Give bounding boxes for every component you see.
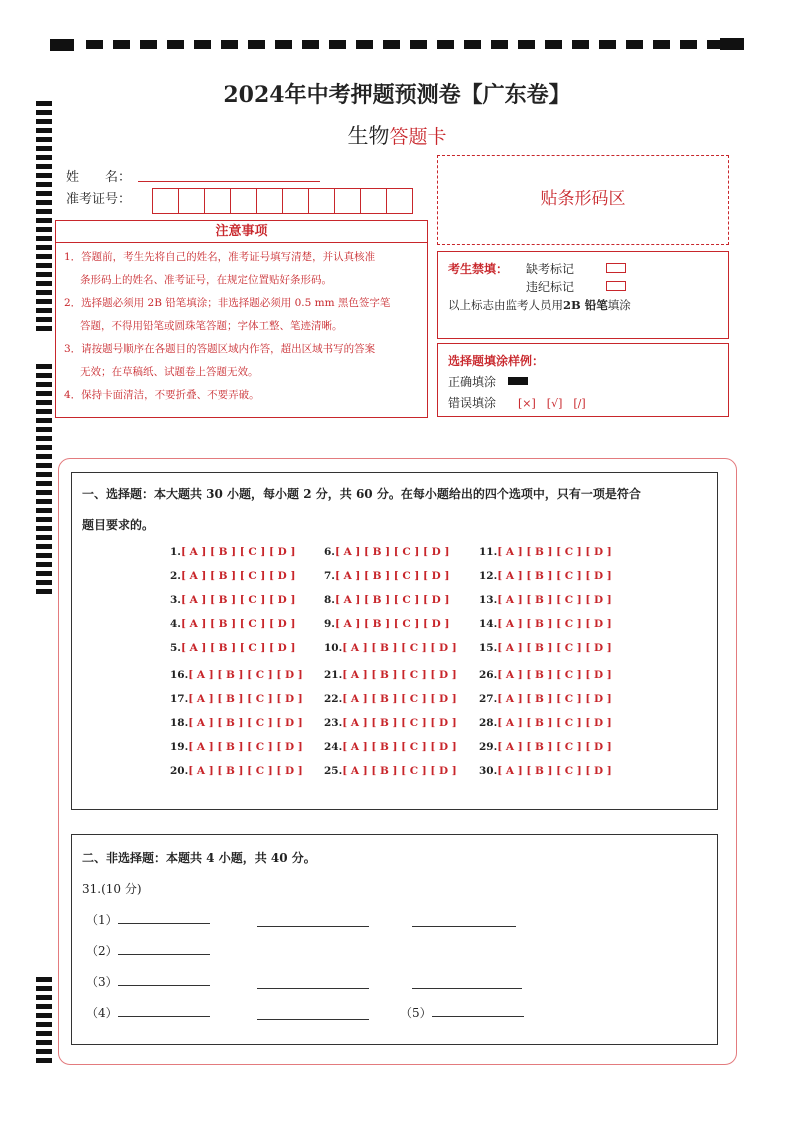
answer-options[interactable]: [ A ] [ B ] [ C ] [ D ] [497, 717, 612, 729]
answer-options[interactable]: [ A ] [ B ] [ C ] [ D ] [497, 642, 612, 654]
timing-mark [194, 40, 211, 49]
timing-mark [36, 326, 52, 331]
mc-question[interactable] [324, 765, 457, 777]
question-number: 4. [170, 618, 181, 630]
timing-mark [599, 40, 616, 49]
notice-line: 4．保持卡面清洁，不要折叠、不要弄破。 [64, 389, 260, 401]
timing-mark [626, 40, 643, 49]
timing-mark [36, 1004, 52, 1009]
fill-example-title: 选择题填涂样例： [448, 354, 545, 368]
timing-mark [36, 535, 52, 540]
answer-options[interactable]: [ A ] [ B ] [ C ] [ D ] [180, 618, 296, 630]
answer-line[interactable] [118, 1004, 210, 1017]
mc-question[interactable] [324, 546, 449, 558]
notice-line: 2．选择题必须用 2B 铅笔填涂；非选择题必须用 0.5 mm 黑色签字笔 [64, 297, 391, 309]
mc-question[interactable] [479, 642, 612, 654]
answer-line[interactable] [432, 1004, 524, 1017]
prohibit-label: 考生禁填： [448, 262, 509, 276]
answer-options[interactable]: [ A ] [ B ] [ C ] [ D ] [497, 765, 612, 777]
answer-options[interactable]: [ A ] [ B ] [ C ] [ D ] [188, 741, 303, 753]
subject-name: 生物 [347, 124, 390, 148]
timing-mark [36, 580, 52, 585]
timing-mark [680, 40, 697, 49]
answer-options[interactable]: [ A ] [ B ] [ C ] [ D ] [188, 693, 303, 705]
question-number: 1. [170, 546, 181, 558]
exam-title: 2024年中考押题预测卷【广东卷】 [223, 82, 571, 108]
answer-row: （4） [86, 1004, 210, 1021]
timing-mark [36, 1058, 52, 1063]
mc-question[interactable] [170, 693, 303, 705]
question-number: 8. [324, 594, 335, 606]
mc-question[interactable] [324, 669, 457, 681]
timing-mark [36, 400, 52, 405]
timing-mark [36, 445, 52, 450]
notice-line: 3．请按题号顺序在各题目的答题区域内作答，超出区域书写的答案 [64, 343, 376, 355]
mc-question[interactable] [479, 570, 612, 582]
answer-options[interactable]: [ A ] [ B ] [ C ] [ D ] [497, 618, 612, 630]
answer-options[interactable]: [ A ] [ B ] [ C ] [ D ] [497, 693, 612, 705]
notice-line: 1．答题前，考生先将自己的姓名，准考证号填写清楚，并认真核准 [64, 251, 376, 263]
mc-question[interactable] [324, 594, 449, 606]
question-31-label: 31.(10 分) [82, 882, 142, 896]
question-number: 2. [170, 570, 181, 582]
absent-mark-box[interactable] [606, 263, 626, 273]
mc-question[interactable] [170, 642, 295, 654]
question-number: 29. [479, 741, 498, 753]
timing-mark [36, 508, 52, 513]
wrong-fill-label: 错误填涂 [448, 396, 497, 410]
timing-mark [720, 38, 744, 50]
timing-mark [36, 218, 52, 223]
question-number: 19. [170, 741, 189, 753]
answer-options[interactable]: [ A ] [ B ] [ C ] [ D ] [334, 618, 450, 630]
timing-mark [36, 110, 52, 115]
subject-title [0, 120, 794, 150]
correct-fill-sample [508, 377, 528, 385]
timing-mark [36, 254, 52, 259]
question-number: 23. [324, 717, 343, 729]
timing-mark [36, 245, 52, 250]
timing-mark [437, 40, 454, 49]
question-number: 26. [479, 669, 498, 681]
timing-mark [383, 40, 400, 49]
answer-options[interactable]: [ A ] [ B ] [ C ] [ D ] [342, 642, 457, 654]
timing-mark [36, 454, 52, 459]
mc-question[interactable] [324, 741, 457, 753]
answer-line[interactable] [118, 973, 210, 986]
timing-mark [221, 40, 238, 49]
answer-row: （5） [400, 1004, 524, 1021]
timing-mark [36, 436, 52, 441]
notice-line: 无效；在草稿纸、试题卷上答题无效。 [80, 366, 259, 378]
barcode-area[interactable]: 贴条形码区 [437, 155, 729, 245]
timing-mark [572, 40, 589, 49]
timing-mark [36, 418, 52, 423]
section-2-box [71, 834, 718, 1045]
question-number: 12. [479, 570, 498, 582]
timing-mark [36, 553, 52, 558]
mc-question[interactable] [170, 546, 295, 558]
answer-row: （2） [86, 942, 210, 959]
answer-options[interactable]: [ A ] [ B ] [ C ] [ D ] [334, 570, 450, 582]
answer-line[interactable] [118, 942, 210, 955]
timing-mark [36, 317, 52, 322]
question-number: 5. [170, 642, 181, 654]
timing-mark [36, 290, 52, 295]
answer-options[interactable]: [ A ] [ B ] [ C ] [ D ] [188, 765, 303, 777]
timing-mark [36, 589, 52, 594]
answer-options[interactable]: [ A ] [ B ] [ C ] [ D ] [497, 594, 612, 606]
section-2-heading: 二、非选择题：本题共 4 小题，共 40 分。 [82, 851, 316, 865]
timing-mark [36, 1022, 52, 1027]
mc-question[interactable] [479, 594, 612, 606]
mc-question[interactable] [324, 618, 449, 630]
name-label: 姓 名： [66, 170, 132, 185]
notice-line: 条形码上的姓名、准考证号，在规定位置贴好条形码。 [80, 274, 332, 286]
timing-mark [36, 391, 52, 396]
answer-row: （1） [86, 911, 210, 928]
mc-question[interactable] [170, 618, 295, 630]
timing-mark [36, 173, 52, 178]
timing-mark [36, 526, 52, 531]
question-number: 3. [170, 594, 181, 606]
timing-mark [36, 409, 52, 414]
timing-mark [36, 182, 52, 187]
answer-line[interactable] [257, 1007, 369, 1020]
wrong-fill-samples: [×] [√] [/] [518, 397, 586, 410]
question-number: 17. [170, 693, 189, 705]
question-number: 30. [479, 765, 498, 777]
timing-mark [36, 209, 52, 214]
timing-mark [36, 571, 52, 576]
mc-question[interactable] [479, 741, 612, 753]
answer-options[interactable]: [ A ] [ B ] [ C ] [ D ] [334, 594, 450, 606]
question-number: 21. [324, 669, 343, 681]
correct-fill-label: 正确填涂 [448, 375, 497, 389]
mc-question[interactable] [479, 618, 612, 630]
question-number: 6. [324, 546, 335, 558]
timing-mark [36, 1040, 52, 1045]
answer-line[interactable] [118, 911, 210, 924]
timing-mark [36, 1013, 52, 1018]
answer-options[interactable]: [ A ] [ B ] [ C ] [ D ] [342, 741, 457, 753]
answer-options[interactable]: [ A ] [ B ] [ C ] [ D ] [497, 669, 612, 681]
answer-options[interactable]: [ A ] [ B ] [ C ] [ D ] [180, 594, 296, 606]
timing-mark [410, 40, 427, 49]
answer-line[interactable] [412, 976, 522, 989]
timing-mark [36, 382, 52, 387]
answer-options[interactable]: [ A ] [ B ] [ C ] [ D ] [180, 642, 296, 654]
mc-question[interactable] [170, 570, 295, 582]
question-number: 24. [324, 741, 343, 753]
timing-mark [275, 40, 292, 49]
timing-mark [36, 236, 52, 241]
section-1-heading-cont: 题目要求的。 [82, 518, 155, 532]
timing-mark [86, 40, 103, 49]
timing-mark [36, 200, 52, 205]
answer-options[interactable]: [ A ] [ B ] [ C ] [ D ] [188, 669, 303, 681]
timing-mark [545, 40, 562, 49]
answer-row: （3） [86, 973, 210, 990]
violation-label: 违纪标记 [526, 280, 575, 294]
question-number: 11. [479, 546, 498, 558]
answer-options[interactable]: [ A ] [ B ] [ C ] [ D ] [342, 765, 457, 777]
mc-question[interactable] [479, 717, 612, 729]
timing-mark [302, 40, 319, 49]
id-label: 准考证号： [66, 192, 132, 207]
mc-question[interactable] [170, 765, 303, 777]
mc-question[interactable] [479, 693, 612, 705]
timing-mark [36, 986, 52, 991]
timing-mark [36, 1031, 52, 1036]
timing-mark [167, 40, 184, 49]
notice-heading: 注意事项 [56, 221, 427, 243]
section-1-heading: 一、选择题：本大题共 30 小题，每小题 2 分，共 60 分。在每小题给出的四个选项中，只有一项是符合 [82, 487, 641, 501]
timing-mark [36, 164, 52, 169]
timing-mark [36, 490, 52, 495]
prohibit-note: 以上标志由监考人员用2B 铅笔填涂 [448, 298, 631, 312]
timing-mark [248, 40, 265, 49]
timing-mark [36, 995, 52, 1000]
question-number: 18. [170, 717, 189, 729]
violation-mark-box[interactable] [606, 281, 626, 291]
timing-mark [36, 155, 52, 160]
answer-options[interactable]: [ A ] [ B ] [ C ] [ D ] [188, 717, 303, 729]
answer-line[interactable] [257, 914, 369, 927]
question-number: 14. [479, 618, 498, 630]
timing-mark [36, 481, 52, 486]
question-number: 7. [324, 570, 335, 582]
timing-mark [36, 517, 52, 522]
mc-question[interactable] [479, 546, 612, 558]
answer-options[interactable]: [ A ] [ B ] [ C ] [ D ] [342, 717, 457, 729]
question-number: 20. [170, 765, 189, 777]
mc-question[interactable] [170, 717, 303, 729]
timing-mark [36, 562, 52, 567]
timing-mark [140, 40, 157, 49]
question-number: 10. [324, 642, 343, 654]
timing-mark [491, 40, 508, 49]
answer-options[interactable]: [ A ] [ B ] [ C ] [ D ] [180, 546, 296, 558]
answer-line[interactable] [257, 976, 369, 989]
timing-mark [36, 308, 52, 313]
mc-question[interactable] [479, 765, 612, 777]
timing-mark [464, 40, 481, 49]
sheet-name: 答题卡 [389, 126, 447, 148]
answer-options[interactable]: [ A ] [ B ] [ C ] [ D ] [497, 546, 612, 558]
notice-box [55, 220, 428, 418]
timing-mark [36, 373, 52, 378]
answer-options[interactable]: [ A ] [ B ] [ C ] [ D ] [497, 741, 612, 753]
timing-mark [36, 1049, 52, 1054]
answer-options[interactable]: [ A ] [ B ] [ C ] [ D ] [342, 669, 457, 681]
timing-mark [36, 544, 52, 549]
timing-mark [50, 39, 74, 51]
absent-label: 缺考标记 [526, 262, 575, 276]
timing-mark [36, 227, 52, 232]
question-number: 13. [479, 594, 498, 606]
timing-mark [36, 463, 52, 468]
timing-mark [356, 40, 373, 49]
timing-mark [36, 977, 52, 982]
mc-question[interactable] [324, 642, 457, 654]
timing-mark [36, 472, 52, 477]
mc-question[interactable] [324, 570, 449, 582]
section-1-box [71, 472, 718, 810]
prohibit-box [437, 251, 729, 339]
mc-question[interactable] [170, 594, 295, 606]
question-number: 9. [324, 618, 335, 630]
answer-options[interactable]: [ A ] [ B ] [ C ] [ D ] [334, 546, 450, 558]
timing-mark [36, 281, 52, 286]
timing-mark [36, 191, 52, 196]
timing-mark [329, 40, 346, 49]
timing-mark [36, 427, 52, 432]
timing-mark [113, 40, 130, 49]
id-number-boxes[interactable] [152, 188, 413, 214]
question-number: 15. [479, 642, 498, 654]
question-number: 27. [479, 693, 498, 705]
question-number: 28. [479, 717, 498, 729]
timing-mark [518, 40, 535, 49]
answer-line[interactable] [412, 914, 516, 927]
timing-mark [36, 272, 52, 277]
question-number: 25. [324, 765, 343, 777]
answer-options[interactable]: [ A ] [ B ] [ C ] [ D ] [342, 693, 457, 705]
mc-question[interactable] [324, 693, 457, 705]
timing-mark [36, 499, 52, 504]
question-number: 22. [324, 693, 343, 705]
notice-line: 答题，不得用铅笔或圆珠笔答题；字体工整、笔迹清晰。 [80, 320, 343, 332]
mc-question[interactable] [170, 741, 303, 753]
answer-options[interactable]: [ A ] [ B ] [ C ] [ D ] [497, 570, 612, 582]
fill-example-box [437, 343, 729, 417]
timing-mark [36, 263, 52, 268]
mc-question[interactable] [170, 669, 303, 681]
mc-question[interactable] [324, 717, 457, 729]
question-number: 16. [170, 669, 189, 681]
timing-mark [36, 299, 52, 304]
name-field[interactable] [138, 181, 320, 182]
timing-mark [36, 364, 52, 369]
mc-question[interactable] [479, 669, 612, 681]
timing-mark [653, 40, 670, 49]
answer-options[interactable]: [ A ] [ B ] [ C ] [ D ] [180, 570, 296, 582]
